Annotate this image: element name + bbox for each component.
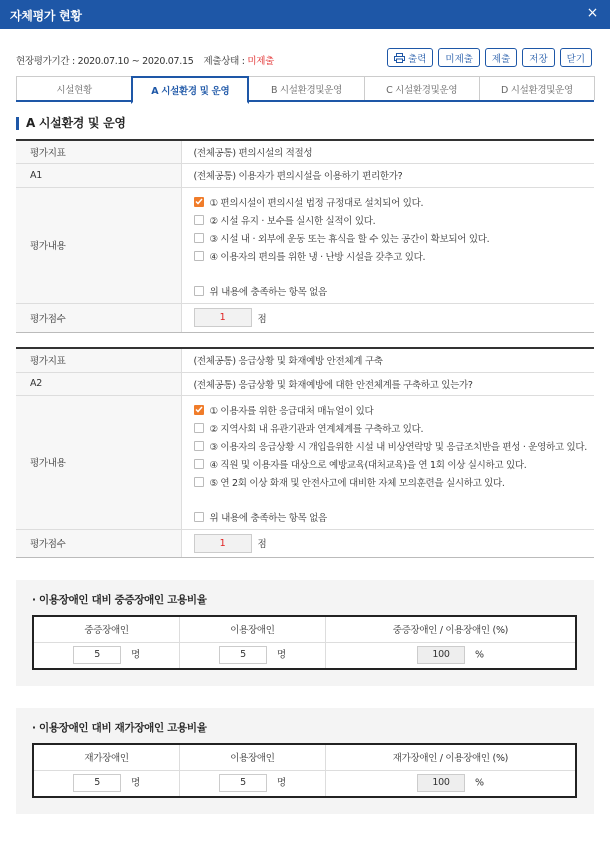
score-cell — [181, 529, 594, 557]
ratio-header-a: 재가장애인 — [33, 744, 180, 770]
score-cell — [181, 303, 594, 332]
score-row — [16, 529, 594, 557]
home-count-input[interactable]: 5 — [73, 774, 121, 792]
tab-facility-status[interactable]: 시설현황 — [16, 76, 132, 100]
indicator-value: (전체공통) 편의시설의 적절성 — [181, 140, 594, 163]
score-label: 평가점수 — [16, 529, 181, 557]
ratio-panel-home — [16, 708, 594, 814]
ratio-header-a: 중증장애인 — [33, 616, 180, 642]
indicator-code: A2 — [16, 372, 181, 395]
user-count-input[interactable]: 5 — [219, 774, 267, 792]
check-item[interactable] — [194, 211, 595, 229]
content-row — [16, 395, 594, 529]
question-text: (전체공통) 응급상황 및 화재예방에 대한 안전체계를 구축하고 있는가? — [181, 372, 594, 395]
check-icon — [195, 406, 203, 413]
check-item-label: ③ 이용자의 응급상황 시 개입을위한 시설 내 비상연락망 및 응급조치반을 편성 · 운영하고 있다. — [209, 441, 587, 453]
printer-icon — [394, 53, 405, 63]
content-checklist — [181, 395, 594, 529]
check-item[interactable] — [194, 401, 595, 419]
check-icon — [195, 198, 203, 205]
check-item-label: ② 지역사회 내 유관기관과 연계체계를 구축하고 있다. — [209, 423, 424, 435]
window-title: 자체평가 현황 — [10, 9, 82, 23]
ratio-cell-pct — [325, 642, 576, 669]
tab-a-facility-environment[interactable]: A 시설환경 및 운영 — [131, 76, 249, 104]
check-item[interactable] — [194, 437, 595, 455]
save-button[interactable]: 저장 — [522, 48, 554, 67]
tab-b-facility-environment[interactable]: B 시설환경및운영 — [248, 76, 364, 100]
score-input[interactable]: 1 — [194, 308, 252, 327]
content-label: 평가내용 — [16, 395, 181, 529]
tab-d-facility-environment[interactable]: D 시설환경및운영 — [479, 76, 595, 100]
evaluation-table-a2 — [16, 347, 594, 558]
indicator-label: 평가지표 — [16, 348, 181, 372]
unit: % — [475, 777, 484, 789]
check-item-none[interactable] — [194, 508, 595, 526]
severe-count-input[interactable]: 5 — [73, 646, 121, 664]
checkbox[interactable] — [194, 423, 204, 433]
period-value: 2020.07.10 ~ 2020.07.15 — [77, 56, 194, 67]
question-text: (전체공통) 이용자가 편의시설을 이용하기 편리한가? — [181, 163, 594, 187]
unsubmit-button[interactable]: 미제출 — [438, 48, 480, 67]
checkbox[interactable] — [194, 286, 204, 296]
check-item-label: ③ 시설 내 · 외부에 운동 또는 휴식을 할 수 있는 공간이 확보되어 있다. — [209, 233, 490, 245]
submit-button[interactable]: 제출 — [485, 48, 517, 67]
check-item-label: ① 이용자를 위한 응급대처 매뉴얼이 있다 — [209, 405, 374, 417]
status-label: 제출상태 : — [203, 56, 248, 67]
ratio-cell-a — [33, 642, 180, 669]
ratio-percent-field: 100 — [417, 646, 465, 664]
indicator-code: A1 — [16, 163, 181, 187]
check-item-label: ② 시설 유지 · 보수를 실시한 실적이 있다. — [209, 215, 376, 227]
checkbox[interactable] — [194, 477, 204, 487]
ratio-header-b: 이용장애인 — [180, 744, 326, 770]
question-row — [16, 372, 594, 395]
close-button[interactable]: 닫기 — [560, 48, 592, 67]
ratio-table — [32, 615, 577, 670]
check-item-none[interactable] — [194, 282, 595, 300]
section-title: A 시설환경 및 운영 — [16, 117, 126, 130]
checkbox[interactable] — [194, 441, 204, 451]
ratio-title: · 이용장애인 대비 중증장애인 고용비율 — [32, 594, 207, 606]
evaluation-table-a1 — [16, 139, 594, 333]
checkbox[interactable] — [194, 512, 204, 522]
indicator-label: 평가지표 — [16, 140, 181, 163]
checkbox[interactable] — [194, 251, 204, 261]
unit: 명 — [131, 649, 141, 661]
indicator-row — [16, 140, 594, 163]
ratio-header-pct: 중증장애인 / 이용장애인 (%) — [325, 616, 576, 642]
ratio-header-b: 이용장애인 — [180, 616, 326, 642]
checkbox[interactable] — [194, 233, 204, 243]
evaluation-info — [16, 53, 274, 67]
score-unit: 점 — [257, 539, 267, 550]
indicator-value: (전체공통) 응급상황 및 화재예방 안전체계 구축 — [181, 348, 594, 372]
check-item-none-label: 위 내용에 충족하는 항목 없음 — [209, 286, 327, 298]
checkbox-checked[interactable] — [194, 197, 204, 207]
ratio-header-pct: 재가장애인 / 이용장애인 (%) — [325, 744, 576, 770]
content-row — [16, 187, 594, 303]
checkbox-checked[interactable] — [194, 405, 204, 415]
ratio-cell-b — [180, 770, 326, 797]
ratio-title: · 이용장애인 대비 재가장애인 고용비율 — [32, 722, 207, 734]
check-item[interactable] — [194, 455, 595, 473]
ratio-table — [32, 743, 577, 798]
check-item[interactable] — [194, 193, 595, 211]
check-item[interactable] — [194, 229, 595, 247]
ratio-panel-severe — [16, 580, 594, 686]
question-row — [16, 163, 594, 187]
category-tabs — [16, 76, 594, 102]
ratio-percent-field: 100 — [417, 774, 465, 792]
score-row — [16, 303, 594, 332]
unit: 명 — [277, 649, 286, 661]
check-item[interactable] — [194, 419, 595, 437]
score-label: 평가점수 — [16, 303, 181, 332]
user-count-input[interactable]: 5 — [219, 646, 267, 664]
window-titlebar — [0, 0, 610, 29]
period-label: 현장평가기간 : — [16, 56, 78, 67]
check-item[interactable] — [194, 247, 595, 265]
content-label: 평가내용 — [16, 187, 181, 303]
check-item-label: ① 편의시설이 편의시설 법정 규정대로 설치되어 있다. — [209, 197, 424, 209]
action-buttons — [387, 48, 592, 67]
checkbox[interactable] — [194, 459, 204, 469]
print-button[interactable] — [387, 48, 433, 67]
status-value: 미제출 — [247, 56, 274, 67]
tab-c-facility-environment[interactable]: C 시설환경및운영 — [364, 76, 480, 100]
ratio-cell-a — [33, 770, 180, 797]
check-item-none-label: 위 내용에 충족하는 항목 없음 — [209, 512, 327, 524]
score-input[interactable]: 1 — [194, 534, 252, 553]
check-item-label: ⑤ 연 2회 이상 화재 및 안전사고에 대비한 자체 모의훈련을 실시하고 있다. — [209, 477, 505, 489]
unit: % — [475, 649, 484, 661]
check-item-label: ④ 직원 및 이용자를 대상으로 예방교육(대처교육)을 연 1회 이상 실시하고 있다. — [209, 459, 527, 471]
print-label: 출력 — [408, 53, 427, 65]
unit: 명 — [131, 777, 141, 789]
check-item-label: ④ 이용자의 편의를 위한 냉 · 난방 시설을 갖추고 있다. — [209, 251, 426, 263]
close-icon[interactable]: × — [586, 5, 598, 21]
checkbox[interactable] — [194, 215, 204, 225]
indicator-row — [16, 348, 594, 372]
ratio-cell-pct — [325, 770, 576, 797]
content-checklist — [181, 187, 594, 303]
score-unit: 점 — [257, 313, 267, 325]
unit: 명 — [277, 777, 286, 789]
check-item[interactable] — [194, 473, 595, 491]
ratio-cell-b — [180, 642, 326, 669]
